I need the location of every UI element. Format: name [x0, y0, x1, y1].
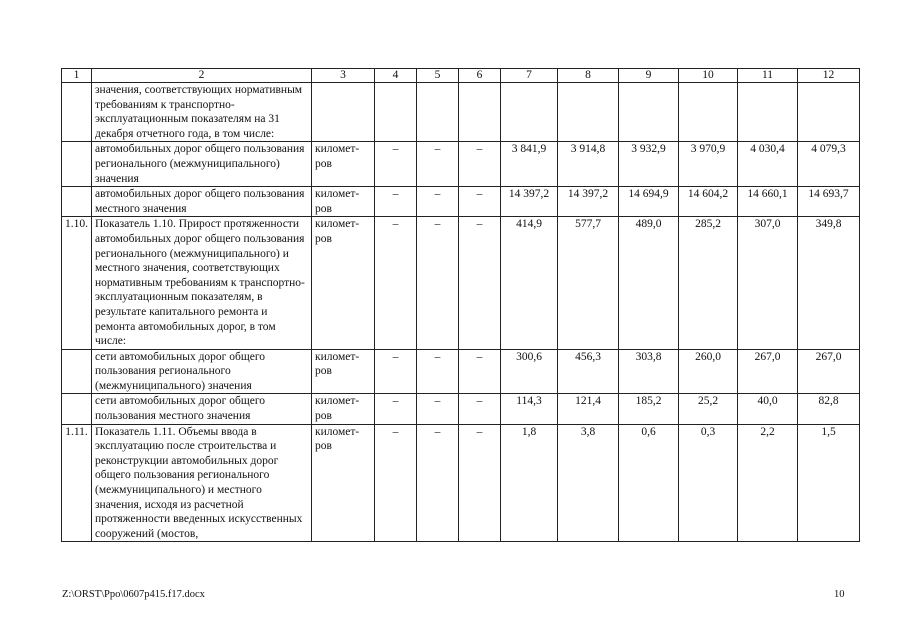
- value-col-10: 260,0: [679, 349, 738, 394]
- value-col-8: 3,8: [558, 424, 619, 542]
- value-col-10: 3 970,9: [679, 142, 738, 187]
- unit-cell: километ-ров: [312, 394, 375, 424]
- value-col-9: 3 932,9: [619, 142, 679, 187]
- value-col-12: [798, 83, 860, 142]
- value-col-10: [679, 83, 738, 142]
- value-col-11: 40,0: [738, 394, 798, 424]
- row-number: [62, 142, 92, 187]
- row-number: [62, 394, 92, 424]
- unit-cell: километ-ров: [312, 424, 375, 542]
- value-col-7: [501, 83, 558, 142]
- value-col-10: 25,2: [679, 394, 738, 424]
- table-row: [62, 83, 860, 142]
- table-row: [62, 187, 860, 217]
- value-col-11: 267,0: [738, 349, 798, 394]
- value-col-9: [619, 83, 679, 142]
- table-row: [62, 424, 860, 542]
- value-col-6: –: [459, 349, 501, 394]
- indicator-text: Показатель 1.11. Объемы ввода в эксплуатацию после строительства и реконструкции автомобильных дорог общего пользования регионального (межмуниципального) и местного значения, исходя из расчетной протяженности введенных искусственных сооружений (мостов,: [92, 424, 312, 542]
- value-col-11: 14 660,1: [738, 187, 798, 217]
- value-col-12: 14 693,7: [798, 187, 860, 217]
- value-col-12: 349,8: [798, 217, 860, 349]
- indicator-text: значения, соответствующих нормативным требованиям к транспортно-эксплуатационным показателям на 31 декабря отчетного года, в том числе:: [92, 83, 312, 142]
- value-col-8: 121,4: [558, 394, 619, 424]
- value-col-6: –: [459, 217, 501, 349]
- column-header: 2: [92, 69, 312, 83]
- value-col-9: 303,8: [619, 349, 679, 394]
- indicator-text: Показатель 1.10. Прирост протяженности автомобильных дорог общего пользования регионального (межмуниципального) и местного значения, соответствующих нормативным требованиям к транспортно-эксплуатационным показателям, в результате капитального ремонта и ремонта автомобильных дорог, в том числе:: [92, 217, 312, 349]
- column-header: 8: [558, 69, 619, 83]
- value-col-8: 577,7: [558, 217, 619, 349]
- unit-cell: километ-ров: [312, 142, 375, 187]
- table-row: [62, 217, 860, 349]
- value-col-9: 0,6: [619, 424, 679, 542]
- value-col-7: 414,9: [501, 217, 558, 349]
- value-col-4: –: [375, 424, 417, 542]
- unit-cell: километ-ров: [312, 349, 375, 394]
- value-col-11: 4 030,4: [738, 142, 798, 187]
- column-header: 10: [679, 69, 738, 83]
- value-col-8: 14 397,2: [558, 187, 619, 217]
- value-col-6: –: [459, 394, 501, 424]
- table-row: [62, 349, 860, 394]
- column-header: 11: [738, 69, 798, 83]
- indicator-text: автомобильных дорог общего пользования местного значения: [92, 187, 312, 217]
- value-col-11: 307,0: [738, 217, 798, 349]
- page-number: 10: [834, 589, 845, 600]
- column-header: 7: [501, 69, 558, 83]
- column-header: 1: [62, 69, 92, 83]
- table-row: [62, 142, 860, 187]
- indicator-table: [61, 68, 860, 542]
- column-header: 4: [375, 69, 417, 83]
- column-header: 5: [417, 69, 459, 83]
- value-col-7: 14 397,2: [501, 187, 558, 217]
- row-number: [62, 83, 92, 142]
- value-col-10: 285,2: [679, 217, 738, 349]
- value-col-4: –: [375, 142, 417, 187]
- value-col-12: 267,0: [798, 349, 860, 394]
- value-col-4: –: [375, 394, 417, 424]
- unit-cell: километ-ров: [312, 217, 375, 349]
- row-number: 1.11.: [62, 424, 92, 542]
- value-col-5: –: [417, 424, 459, 542]
- unit-cell: [312, 83, 375, 142]
- value-col-7: 300,6: [501, 349, 558, 394]
- value-col-6: [459, 83, 501, 142]
- indicator-text: автомобильных дорог общего пользования регионального (межмуниципального) значения: [92, 142, 312, 187]
- value-col-9: 185,2: [619, 394, 679, 424]
- value-col-12: 4 079,3: [798, 142, 860, 187]
- value-col-10: 14 604,2: [679, 187, 738, 217]
- row-number: 1.10.: [62, 217, 92, 349]
- value-col-4: –: [375, 187, 417, 217]
- footer-file-path: Z:\ORST\Ppo\0607p415.f17.docx: [62, 589, 205, 600]
- value-col-7: 114,3: [501, 394, 558, 424]
- indicator-text: сети автомобильных дорог общего пользования местного значения: [92, 394, 312, 424]
- column-header: 12: [798, 69, 860, 83]
- row-number: [62, 187, 92, 217]
- column-header: 3: [312, 69, 375, 83]
- indicator-text: сети автомобильных дорог общего пользования регионального (межмуниципального) значения: [92, 349, 312, 394]
- value-col-9: 14 694,9: [619, 187, 679, 217]
- value-col-8: 456,3: [558, 349, 619, 394]
- value-col-9: 489,0: [619, 217, 679, 349]
- column-header: 9: [619, 69, 679, 83]
- value-col-5: –: [417, 349, 459, 394]
- value-col-11: [738, 83, 798, 142]
- value-col-6: –: [459, 142, 501, 187]
- value-col-4: [375, 83, 417, 142]
- value-col-5: –: [417, 187, 459, 217]
- value-col-8: [558, 83, 619, 142]
- value-col-6: –: [459, 187, 501, 217]
- value-col-4: –: [375, 217, 417, 349]
- value-col-8: 3 914,8: [558, 142, 619, 187]
- value-col-10: 0,3: [679, 424, 738, 542]
- value-col-5: [417, 83, 459, 142]
- unit-cell: километ-ров: [312, 187, 375, 217]
- table-header-row: [62, 69, 860, 83]
- value-col-6: –: [459, 424, 501, 542]
- value-col-7: 3 841,9: [501, 142, 558, 187]
- column-header: 6: [459, 69, 501, 83]
- value-col-11: 2,2: [738, 424, 798, 542]
- table-row: [62, 394, 860, 424]
- value-col-5: –: [417, 142, 459, 187]
- value-col-7: 1,8: [501, 424, 558, 542]
- value-col-12: 82,8: [798, 394, 860, 424]
- value-col-5: –: [417, 217, 459, 349]
- value-col-4: –: [375, 349, 417, 394]
- value-col-5: –: [417, 394, 459, 424]
- value-col-12: 1,5: [798, 424, 860, 542]
- row-number: [62, 349, 92, 394]
